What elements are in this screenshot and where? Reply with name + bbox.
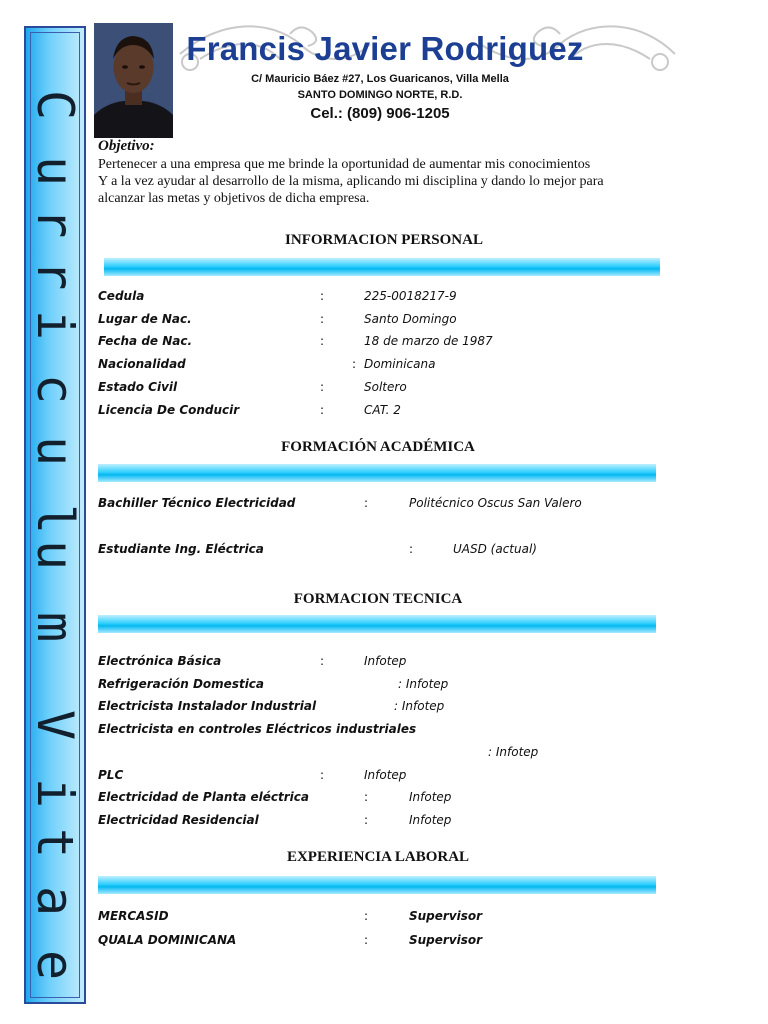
section-title-academic: FORMACIÓN ACADÉMICA <box>281 439 475 455</box>
side-letter: u <box>26 155 84 187</box>
objective-text-line: alcanzar las metas y objetivos de dicha empresa. <box>98 191 370 206</box>
field-value: UASD (actual) <box>453 542 537 556</box>
field-value: CAT. 2 <box>364 403 401 417</box>
field-value: Infotep <box>364 654 407 668</box>
field-separator: : <box>320 312 325 326</box>
field-value: Infotep <box>409 790 452 804</box>
objective-text-line: Y a la vez ayudar al desarrollo de la misma, aplicando mi disciplina y dando lo mejor para <box>98 174 604 189</box>
side-letter: u <box>26 435 84 467</box>
section-title-experience: EXPERIENCIA LABORAL <box>286 849 470 865</box>
field-label: Lugar de Nac. <box>98 312 192 326</box>
field-separator: : <box>364 813 369 827</box>
field-label: PLC <box>98 768 124 782</box>
section-divider-bar <box>98 464 656 482</box>
section-divider-bar <box>104 258 660 276</box>
field-value: Dominicana <box>364 357 436 371</box>
field-label: Estado Civil <box>98 380 178 394</box>
field-value: : Infotep <box>488 745 539 759</box>
field-label: Electrónica Básica <box>98 654 222 668</box>
field-separator: : <box>320 334 325 348</box>
person-photo-icon <box>94 23 173 138</box>
side-letter: t <box>26 827 84 859</box>
field-label: Bachiller Técnico Electricidad <box>98 496 296 510</box>
field-label: Electricista en controles Eléctricos industriales <box>98 722 417 736</box>
field-label: Electricidad Residencial <box>98 813 259 827</box>
field-separator: : <box>364 496 369 510</box>
side-letter: V <box>26 709 84 741</box>
field-label: QUALA DOMINICANA <box>98 933 237 947</box>
side-letter: c <box>26 373 84 405</box>
field-separator: : <box>320 403 325 417</box>
side-letter: i <box>26 309 84 341</box>
side-letter: m <box>26 611 84 643</box>
field-separator: : <box>352 357 357 371</box>
address-line-1: C/ Mauricio Báez #27, Los Guaricanos, Villa Mella <box>251 73 509 85</box>
field-label: Electricidad de Planta eléctrica <box>98 790 309 804</box>
side-letter: u <box>26 539 84 571</box>
field-value: : Infotep <box>394 699 445 713</box>
objective-text-line: Pertenecer a una empresa que me brinde la oportunidad de aumentar mis conocimientos <box>98 157 591 172</box>
field-separator: : <box>364 933 369 947</box>
field-separator: : <box>320 380 325 394</box>
phone-number: Cel.: (809) 906-1205 <box>310 105 450 122</box>
objective-title: Objetivo: <box>98 138 155 154</box>
field-value: 225-0018217-9 <box>364 289 457 303</box>
side-letter: l <box>26 503 84 535</box>
section-divider-bar <box>98 615 656 633</box>
field-value: Infotep <box>409 813 452 827</box>
section-divider-bar <box>98 876 656 894</box>
profile-photo <box>94 23 173 138</box>
section-title-personal: INFORMACION PERSONAL <box>285 232 483 248</box>
field-separator: : <box>320 654 325 668</box>
section-title-technical: FORMACION TECNICA <box>293 591 463 607</box>
field-label: Estudiante Ing. Eléctrica <box>98 542 264 556</box>
side-letter: r <box>26 259 84 291</box>
address-line-2: SANTO DOMINGO NORTE, R.D. <box>297 89 463 101</box>
side-letter: C <box>26 89 84 121</box>
field-value: Politécnico Oscus San Valero <box>409 496 582 510</box>
field-value: : Infotep <box>398 677 449 691</box>
side-letter: r <box>26 207 84 239</box>
field-value: 18 de marzo de 1987 <box>364 334 493 348</box>
side-letter: a <box>26 885 84 917</box>
field-label: Cedula <box>98 289 145 303</box>
field-label: Refrigeración Domestica <box>98 677 265 691</box>
field-label: MERCASID <box>98 909 169 923</box>
field-value: Infotep <box>364 768 407 782</box>
field-value: Santo Domingo <box>364 312 457 326</box>
field-label: Fecha de Nac. <box>98 334 193 348</box>
field-value: Supervisor <box>409 933 483 947</box>
field-separator: : <box>320 768 325 782</box>
field-label: Electricista Instalador Industrial <box>98 699 317 713</box>
field-value: Soltero <box>364 380 407 394</box>
side-letter: i <box>26 777 84 809</box>
field-separator: : <box>364 909 369 923</box>
field-value: Supervisor <box>409 909 483 923</box>
side-letter: e <box>26 949 84 981</box>
side-banner <box>24 26 86 1004</box>
candidate-name: Francis Javier Rodriguez <box>186 30 584 67</box>
field-separator: : <box>409 542 414 556</box>
field-separator: : <box>320 289 325 303</box>
field-label: Nacionalidad <box>98 357 186 371</box>
field-separator: : <box>364 790 369 804</box>
field-label: Licencia De Conducir <box>98 403 240 417</box>
